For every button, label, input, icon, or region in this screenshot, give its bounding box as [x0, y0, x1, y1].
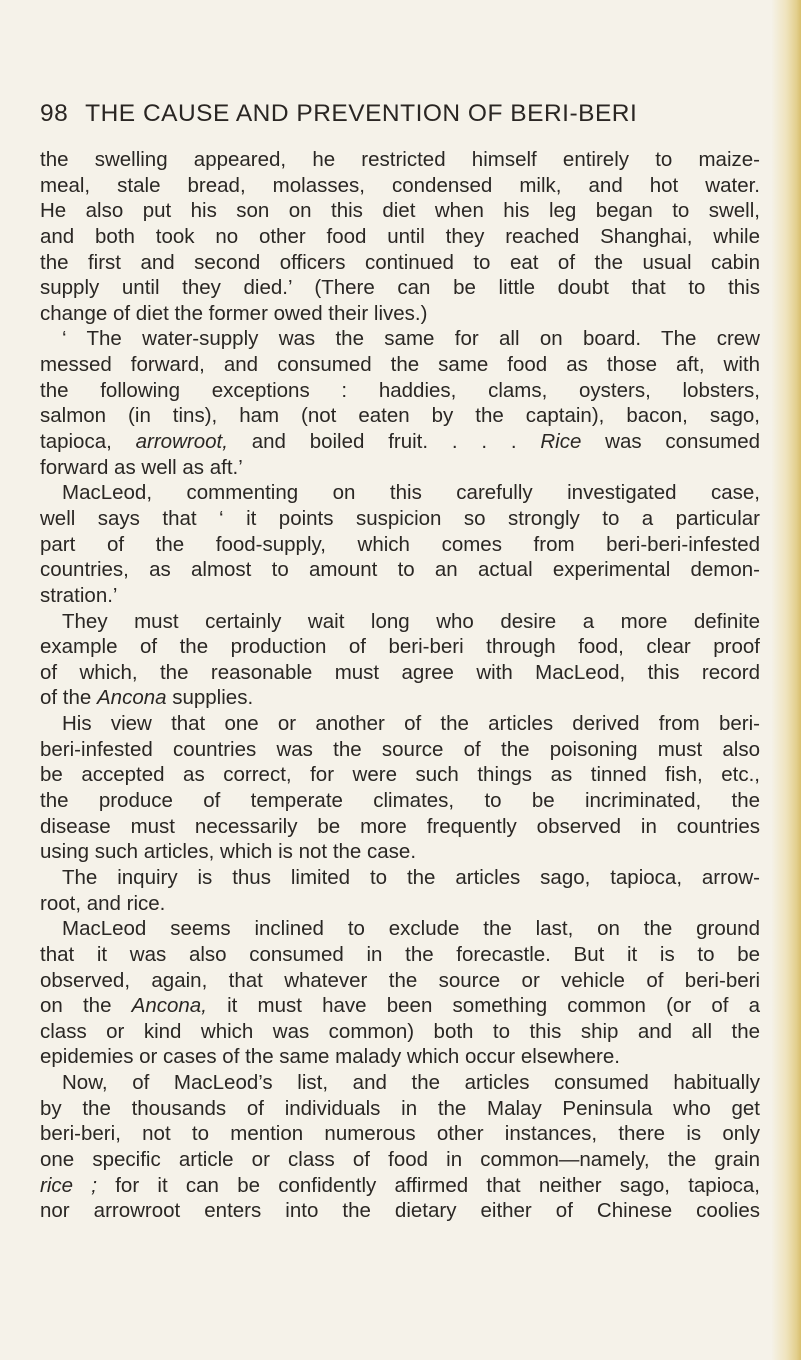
text-line	[40, 711, 760, 737]
text-line	[40, 942, 760, 968]
text-line	[40, 762, 760, 788]
text-line	[40, 455, 760, 481]
text-line	[40, 583, 760, 609]
text-segment: MacLeod seems inclined to exclude the last, on the ground	[62, 917, 760, 941]
text-segment: of which, the reasonable must agree with MacLeod, this record	[40, 660, 760, 684]
text-line	[40, 968, 760, 994]
text-segment: for it can be confidently affirmed that neither sago, tapioca,	[96, 1173, 760, 1197]
text-segment: His view that one or another of the articles derived from beri-	[62, 712, 760, 736]
text-line	[40, 147, 760, 173]
text-line	[40, 352, 760, 378]
text-segment: the first and second officers continued to eat of the usual cabin	[40, 250, 760, 274]
text-line	[40, 532, 760, 558]
text-segment: forward as well as aft.’	[40, 455, 243, 479]
text-segment: part of the food-supply, which comes from beri-beri-infested	[40, 532, 760, 556]
text-line	[40, 1147, 760, 1173]
text-line	[40, 1121, 760, 1147]
text-segment: They must certainly wait long who desire a more definite	[62, 609, 760, 633]
text-segment: Now, of MacLeod’s list, and the articles consumed habitually	[62, 1071, 760, 1095]
text-segment: nor arrowroot enters into the dietary either of Chinese coolies	[40, 1199, 760, 1223]
text-line	[40, 814, 760, 840]
text-segment: one specific article or class of food in common—namely, the grain	[40, 1147, 760, 1171]
text-segment: that it was also consumed in the forecastle. But it is to be	[40, 942, 760, 966]
text-line	[40, 1173, 760, 1199]
italic-text: Rice	[540, 430, 582, 454]
text-segment: stration.’	[40, 583, 118, 607]
text-segment: well says that ‘ it points suspicion so strongly to a particular	[40, 506, 760, 530]
page-number: 98	[40, 100, 69, 127]
text-segment: root, and rice.	[40, 891, 166, 915]
text-segment: and boiled fruit. . . .	[227, 430, 541, 454]
text-line	[40, 326, 760, 352]
text-segment: using such articles, which is not the case.	[40, 840, 417, 864]
text-segment: messed forward, and consumed the same food as those aft, with	[40, 353, 760, 377]
text-line	[40, 1019, 760, 1045]
text-line	[40, 788, 760, 814]
text-segment: MacLeod, commenting on this carefully investigated case,	[62, 481, 760, 505]
text-line	[40, 1096, 760, 1122]
text-line	[40, 557, 760, 583]
text-segment: the swelling appeared, he restricted himself entirely to maize-	[40, 148, 760, 171]
text-segment: by the thousands of individuals in the Malay Peninsula who get	[40, 1096, 760, 1120]
running-header	[40, 100, 760, 128]
text-segment: it must have been something common (or of a	[206, 994, 760, 1018]
text-line	[40, 634, 760, 660]
text-line	[40, 429, 760, 455]
text-line	[40, 685, 760, 711]
text-line	[40, 378, 760, 404]
text-segment: was consumed	[581, 430, 760, 454]
text-line	[40, 198, 760, 224]
text-segment: supplies.	[166, 686, 254, 710]
text-segment: disease must necessarily be more frequently observed in countries	[40, 814, 760, 838]
text-segment: ‘ The water-supply was the same for all on board. The crew	[62, 327, 760, 351]
text-line	[40, 916, 760, 942]
text-line	[40, 993, 760, 1019]
text-segment: supply until they died.’ (There can be little doubt that to this	[40, 276, 760, 300]
text-line	[40, 275, 760, 301]
text-line	[40, 737, 760, 763]
text-segment: the produce of temperate climates, to be incriminated, the	[40, 789, 760, 813]
italic-text: rice ;	[40, 1173, 97, 1197]
text-line	[40, 1198, 760, 1224]
text-segment: The inquiry is thus limited to the articles sago, tapioca, arrow-	[62, 865, 760, 889]
body-text	[40, 147, 760, 1224]
text-line	[40, 1070, 760, 1096]
text-segment: on the	[40, 994, 132, 1018]
text-segment: epidemies or cases of the same malady which occur elsewhere.	[40, 1045, 620, 1069]
text-segment: observed, again, that whatever the source or vehicle of beri-beri	[40, 968, 760, 992]
running-title: THE CAUSE AND PREVENTION OF BERI-BERI	[85, 100, 638, 127]
italic-text: arrowroot,	[135, 430, 228, 454]
text-segment: salmon (in tins), ham (not eaten by the captain), bacon, sago,	[40, 404, 760, 428]
text-segment: and both took no other food until they reached Shanghai, while	[40, 224, 760, 248]
text-line	[40, 224, 760, 250]
text-segment: He also put his son on this diet when his leg began to swell,	[40, 199, 760, 223]
text-segment: beri-infested countries was the source of the poisoning must also	[40, 737, 760, 761]
italic-text: Ancona	[97, 686, 167, 710]
text-line	[40, 506, 760, 532]
text-line	[40, 839, 760, 865]
text-segment: beri-beri, not to mention numerous other instances, there is only	[40, 1122, 760, 1146]
text-line	[40, 250, 760, 276]
text-line	[40, 301, 760, 327]
text-segment: change of diet the former owed their lives.)	[40, 301, 428, 325]
text-line	[40, 865, 760, 891]
text-line	[40, 609, 760, 635]
text-segment: of the	[40, 686, 97, 710]
text-segment: meal, stale bread, molasses, condensed milk, and hot water.	[40, 173, 760, 197]
page-edge-shadow	[771, 0, 801, 1360]
text-line	[40, 173, 760, 199]
text-segment: example of the production of beri-beri through food, clear proof	[40, 635, 760, 659]
text-segment: the following exceptions : haddies, clams, oysters, lobsters,	[40, 378, 760, 402]
text-line	[40, 403, 760, 429]
text-line	[40, 1044, 760, 1070]
text-segment: class or kind which was common) both to this ship and all the	[40, 1019, 760, 1043]
text-segment: countries, as almost to amount to an actual experimental demon-	[40, 558, 760, 582]
text-line	[40, 480, 760, 506]
italic-text: Ancona,	[131, 994, 207, 1018]
text-line	[40, 891, 760, 917]
text-segment: be accepted as correct, for were such things as tinned fish, etc.,	[40, 763, 760, 787]
text-segment: tapioca,	[40, 430, 136, 454]
text-line	[40, 660, 760, 686]
